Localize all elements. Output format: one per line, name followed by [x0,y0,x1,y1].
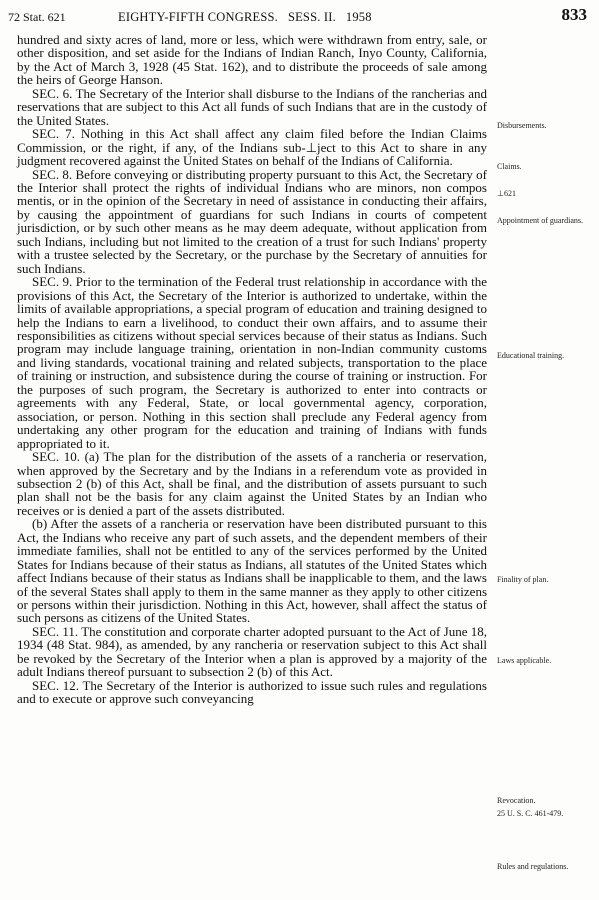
margin-note-claims: Claims. [497,162,522,171]
congress-session-title: EIGHTY-FIFTH CONGRESS. SESS. II. 1958 [118,10,372,24]
margin-note-usc-citation: 25 U. S. C. 461-479. [497,809,564,818]
margin-note-disbursements: Disbursements. [497,121,547,130]
page-number: 833 [561,5,587,24]
margin-note-education: Educational training. [497,351,565,360]
margin-note-finality: Finality of plan. [497,575,549,584]
section-7: SEC. 7. Nothing in this Act shall affect any claim filed before the Indian Claims Commission, or the right, if any, of the Indians sub-⊥ject to this Act to share in any judgment recovered against the United States on behalf of the Indians of California. [17,126,487,169]
section-12: SEC. 12. The Secretary of the Interior is authorized to issue such rules and regulations and to execute or approve such conveyancing [17,677,487,707]
section-10b: (b) After the assets of a rancheria or reservation have been distributed pursuant to this Act, the Indians who receive any part of such assets, and the dependent members of their immediate families, shall not be entitled to any of the services performed by the United States for Indians because of their status as Indians, all statutes of the United States which affect Indians because of their status as Indians shall be inapplicable to them, and the laws of the several States shall apply to them in the same manner as they apply to other citizens or persons within their jurisdiction. Nothing in this Act, however, shall affect the status of such persons as citizens of the United States. [17,516,487,626]
statute-citation: 72 Stat. 621 [8,10,66,24]
section-6: SEC. 6. The Secretary of the Interior shall disburse to the Indians of the rancherias and reservations that are subject to this Act all funds of such Indians that are in the custody of the United States. [17,85,487,128]
margin-note-revocation: Revocation. [497,796,536,805]
paragraph-continuation: hundred and sixty acres of land, more or less, which were withdrawn from entry, sale, or other disposition, and set aside for the Indians of Indian Ranch, Inyo County, California, by the Act of March 3, 1928 (45 Stat. 162), and to distribute the proceeds of sale among the heirs of George Hanson. [17,32,487,88]
statute-text [17,33,487,706]
running-header [8,5,591,27]
margin-note-guardians: Appointment of guardians. [497,216,583,225]
margin-note-stat-page: ⊥621 [497,189,516,198]
margin-note-laws: Laws applicable. [497,656,552,665]
section-11: SEC. 11. The constitution and corporate charter adopted pursuant to the Act of June 18, 1934 (48 Stat. 984), as amended, by any rancheria or reservation subject to this Act shall be revoked by the Secretary of the Interior when a plan is approved by a majority of the adult Indians thereof pursuant to subsection 2 (b) of this Act. [17,623,487,680]
section-9: SEC. 9. Prior to the termination of the Federal trust relationship in accordance with the provisions of this Act, the Secretary of the Interior is authorized to undertake, within the limits of available appropriations, a special program of education and training designed to help the Indians to earn a livelihood, to conduct their own affairs, and to assume their responsibilities as citizens without special services because of their status as Indians. Such program may include language training, orientation in non-Indian community customs and living standards, vocational training and related subjects, transportation to the place of training or instruction, and subsistence during the course of training or instruction. For the purposes of such program, the Secretary is authorized to enter into contracts or agreements with any Federal, State, or local governmental agency, corporation, association, or person. Nothing in this section shall preclude any Federal agency from undertaking any other program for the education and training of Indians with funds appropriated to it. [17,274,487,451]
section-10a: SEC. 10. (a) The plan for the distribution of the assets of a rancheria or reservation, when approved by the Secretary and by the Indians in a referendum vote as provided in subsection 2 (b) of this Act, shall be final, and the distribution of assets pursuant to such plan shall not be the basis for any claim against the United States by an Indian who receives or is denied a part of the assets distributed. [17,449,487,518]
section-8: SEC. 8. Before conveying or distributing property pursuant to this Act, the Secretary of the Interior shall protect the rights of individual Indians who are minors, non compos mentis, or in the opinion of the Secretary in need of assistance in conducting their affairs, by causing the appointment of guardians for such Indians in courts of competent jurisdiction, or by such other means as he may deem adequate, without application from such Indians, including but not limited to the creation of a trust for such Indians' property with a trustee selected by the Secretary, or the purchase by the Secretary of annuities for such Indians. [17,166,487,276]
margin-note-rules: Rules and regulations. [497,862,569,871]
